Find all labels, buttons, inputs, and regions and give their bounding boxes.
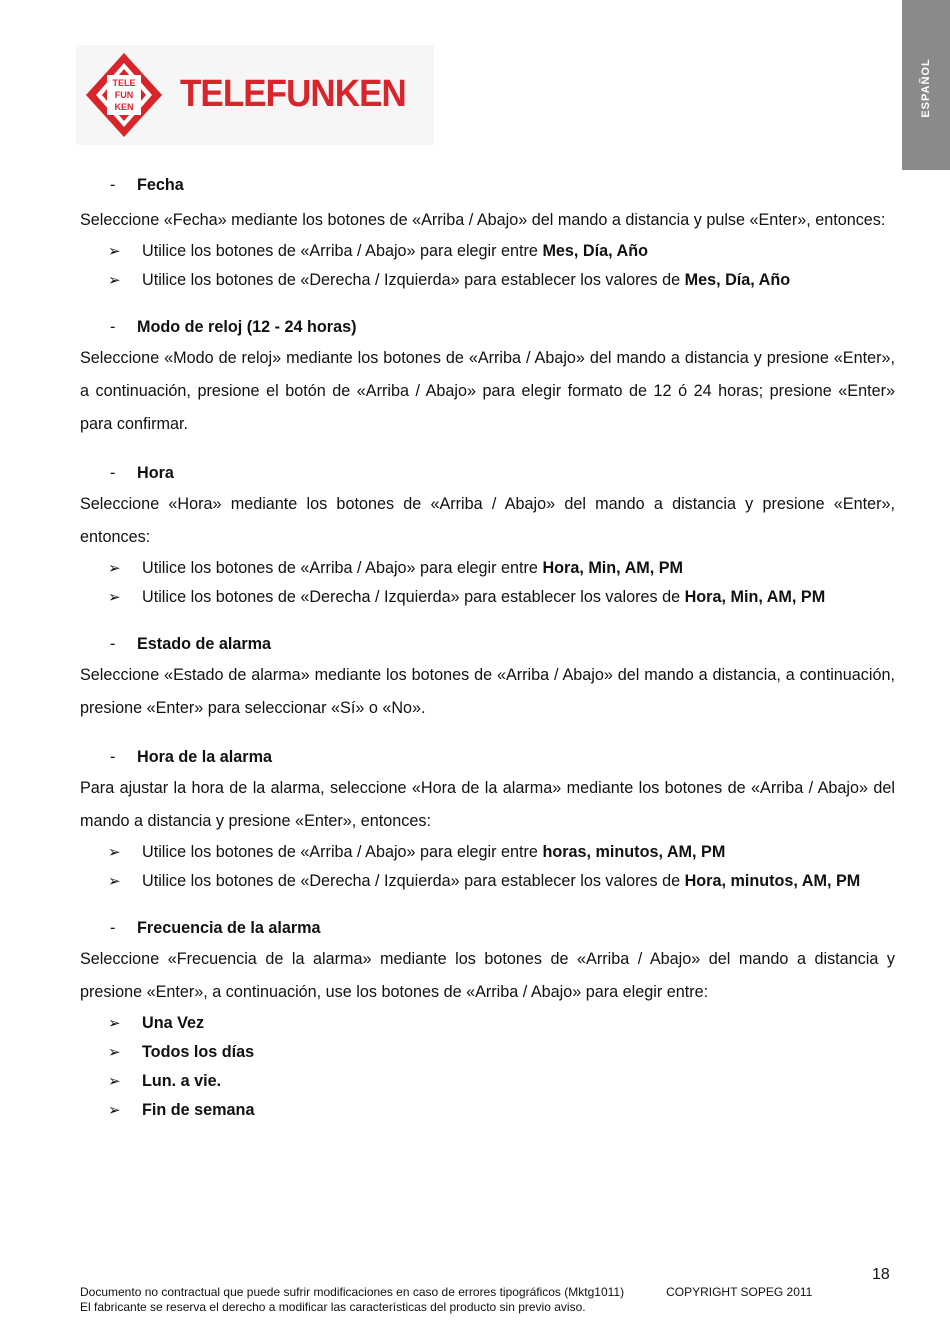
section-paragraph: Seleccione «Fecha» mediante los botones de «Arriba / Abajo» del mando a distancia y pulse «Enter», entonces: [80,211,886,229]
list-item: ➢ Lun. a vie. [80,1067,895,1096]
page-number: 18 [872,1266,890,1283]
list-item: ➢ Utilice los botones de «Arriba / Abajo» para elegir entre horas, minutos, AM, PM [80,838,895,867]
footer [80,1285,880,1315]
list-item: ➢ Fin de semana [80,1096,895,1125]
emblem-line-1: TELE [112,78,136,88]
language-tab-label: ESPAÑOL [920,58,932,118]
brand-wordmark: TELEFUNKEN [180,73,406,115]
bullet-list [80,554,895,612]
section-title: - Frecuencia de la alarma [110,918,321,937]
section-paragraph: Seleccione «Frecuencia de la alarma» mediante los botones de «Arriba / Abajo» del mando a distancia y presione «Enter», a continuación, use los botones de «Arriba / Abajo» para elegir entre: [80,950,895,1001]
brand-logo [76,45,434,145]
section-paragraph: Seleccione «Hora» mediante los botones de «Arriba / Abajo» del mando a distancia y presione «Enter», entonces: [80,495,895,546]
list-item: ➢ Utilice los botones de «Derecha / Izquierda» para establecer los valores de Hora, Min, AM, PM [80,583,895,612]
bullet-list [80,237,895,295]
telefunken-emblem-icon [84,51,164,139]
document-body [80,170,895,1125]
bullet-list [80,1009,895,1125]
section-paragraph: Seleccione «Modo de reloj» mediante los botones de «Arriba / Abajo» del mando a distancia y presione «Enter», a continuación, presione el botón de «Arriba / Abajo» para elegir formato de 12 ó 24 horas; presione «Enter» para confirmar. [80,349,895,433]
section-title: - Estado de alarma [110,634,272,653]
arrow-bullet-icon: ➢ [108,873,121,890]
footer-copyright: COPYRIGHT SOPEG 2011 [666,1285,813,1299]
footer-disclaimer: Documento no contractual que puede sufrir modificaciones en caso de errores tipográficos (Mktg1011) [80,1285,625,1299]
footer-notice: El fabricante se reserva el derecho a modificar las características del producto sin previo aviso. [80,1300,586,1314]
emblem-line-3: KEN [114,102,134,112]
arrow-bullet-icon: ➢ [108,1015,121,1032]
arrow-bullet-icon: ➢ [108,1044,121,1061]
section-title: - Hora de la alarma [110,747,272,766]
section-title: - Modo de reloj (12 - 24 horas) [110,317,357,336]
arrow-bullet-icon: ➢ [108,272,121,289]
section-paragraph: Seleccione «Estado de alarma» mediante los botones de «Arriba / Abajo» del mando a distancia, a continuación, presione «Enter» para seleccionar «Sí» o «No». [80,666,895,717]
arrow-bullet-icon: ➢ [108,243,121,260]
arrow-bullet-icon: ➢ [108,589,121,606]
arrow-bullet-icon: ➢ [108,844,121,861]
list-item: ➢ Utilice los botones de «Derecha / Izquierda» para establecer los valores de Mes, Día, Año [80,266,895,295]
list-item: ➢ Utilice los botones de «Derecha / Izquierda» para establecer los valores de Hora, minutos, AM, PM [80,867,895,896]
section-title: - Fecha [110,175,184,194]
list-item: ➢ Utilice los botones de «Arriba / Abajo» para elegir entre Mes, Día, Año [80,237,895,266]
emblem-line-2: FUN [114,90,134,100]
list-item: ➢ Todos los días [80,1038,895,1067]
arrow-bullet-icon: ➢ [108,560,121,577]
language-tab [902,0,950,170]
list-item: ➢ Utilice los botones de «Arriba / Abajo» para elegir entre Hora, Min, AM, PM [80,554,895,583]
bullet-list [80,838,895,896]
arrow-bullet-icon: ➢ [108,1073,121,1090]
section-title: - Hora [110,463,174,482]
section-paragraph: Para ajustar la hora de la alarma, seleccione «Hora de la alarma» mediante los botones de «Arriba / Abajo» del mando a distancia y presione «Enter», entonces: [80,779,895,830]
list-item: ➢ Una Vez [80,1009,895,1038]
arrow-bullet-icon: ➢ [108,1102,121,1119]
